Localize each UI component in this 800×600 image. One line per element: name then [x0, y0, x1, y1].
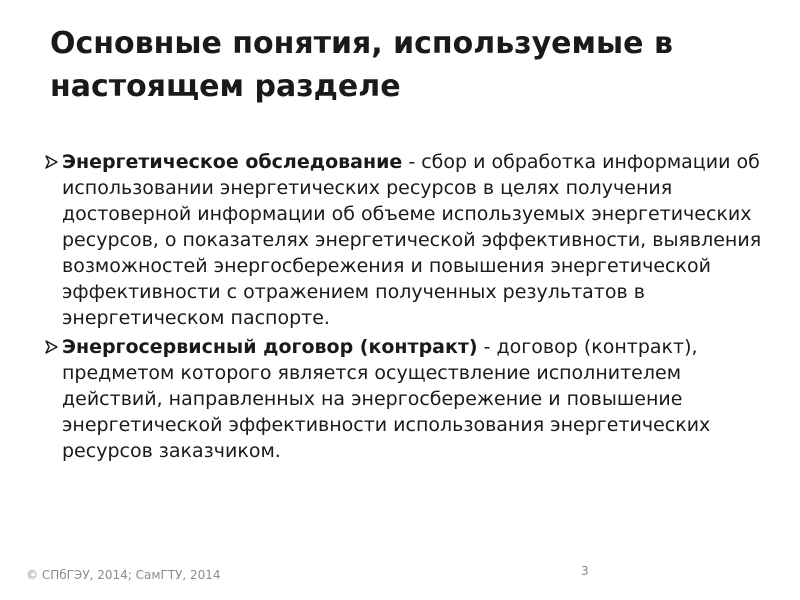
definition-text: - сбор и обработка информации об использовании энергетических ресурсов в целях получения достоверной информации об объеме используемых энергетических ресурсов, о показателях энергетической эффективности, выявления возможностей энергосбережения и повышения энергетической эффективности с отражением полученных результатов в энергетическом паспорте.	[62, 151, 762, 329]
list-item	[36, 334, 776, 464]
definitions-list	[36, 149, 776, 467]
slide-title: Основные понятия, используемые в настоящем разделе	[50, 26, 673, 104]
page-number: 3	[581, 564, 589, 578]
footer-copyright: © СПбГЭУ, 2014; СамГТУ, 2014	[26, 568, 221, 582]
arrow-bullet-icon	[44, 340, 58, 354]
arrow-bullet-icon	[44, 155, 58, 169]
definition-term: Энергосервисный договор (контракт)	[62, 336, 478, 358]
definition-term: Энергетическое обследование	[62, 151, 403, 173]
list-item	[36, 149, 776, 331]
definition-text: - договор (контракт), предметом которого является осуществление исполнителем действий, направленных на энергосбережение и повышение энергетической эффективности использования энергетических ресурсов заказчиком.	[62, 336, 711, 462]
